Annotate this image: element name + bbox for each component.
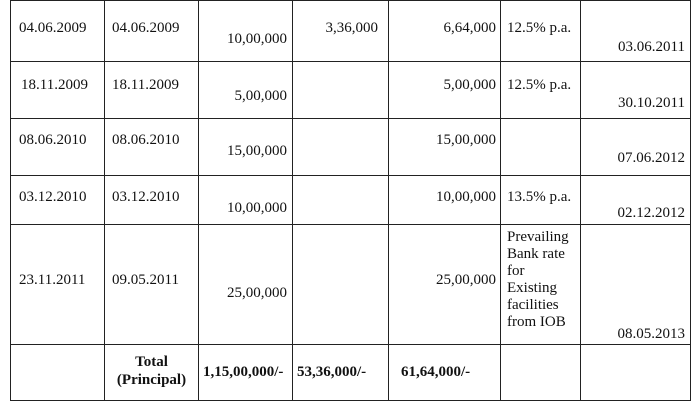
amount-cell: 10,00,000: [199, 176, 293, 225]
table-row: [11, 1, 691, 62]
due-date-cell: 07.06.2012: [581, 119, 691, 176]
repaid-cell: [293, 225, 389, 345]
total-balance-cell: 61,64,000/-: [389, 345, 501, 401]
empty-cell: [501, 345, 581, 401]
rate-cell: 12.5% p.a.: [501, 1, 581, 62]
date-cell: 04.06.2009: [11, 1, 105, 62]
total-label: Total: [135, 354, 168, 370]
repaid-cell: [293, 176, 389, 225]
balance-cell: 25,00,000: [389, 225, 501, 345]
table-row: [11, 225, 691, 345]
date-cell: 23.11.2011: [11, 225, 105, 345]
date-cell: 03.12.2010: [105, 176, 199, 225]
amount-cell: 15,00,000: [199, 119, 293, 176]
rate-note: Prevailing Bank rate for Existing facilities from IOB: [507, 229, 569, 330]
amount-cell: 25,00,000: [199, 225, 293, 345]
empty-cell: [11, 345, 105, 401]
total-repaid-cell: 53,36,000/-: [293, 345, 389, 401]
due-date-cell: 30.10.2011: [581, 62, 691, 119]
date-cell: 03.12.2010: [11, 176, 105, 225]
balance-cell: 15,00,000: [389, 119, 501, 176]
table-row: [11, 62, 691, 119]
total-label-cell: [105, 345, 199, 401]
date-cell: 18.11.2009: [11, 62, 105, 119]
empty-cell: [581, 345, 691, 401]
due-date-cell: 02.12.2012: [581, 176, 691, 225]
date-cell: 04.06.2009: [105, 1, 199, 62]
due-date-cell: 03.06.2011: [581, 1, 691, 62]
rate-cell: [501, 119, 581, 176]
loan-table: [10, 0, 691, 401]
date-cell: 08.06.2010: [105, 119, 199, 176]
repaid-cell: 3,36,000: [293, 1, 389, 62]
balance-cell: 5,00,000: [389, 62, 501, 119]
repaid-cell: [293, 62, 389, 119]
due-date-cell: 08.05.2013: [581, 225, 691, 345]
balance-cell: 10,00,000: [389, 176, 501, 225]
total-sublabel: (Principal): [116, 372, 187, 388]
total-row: [11, 345, 691, 401]
rate-cell: 13.5% p.a.: [501, 176, 581, 225]
rate-cell: 12.5% p.a.: [501, 62, 581, 119]
date-cell: 08.06.2010: [11, 119, 105, 176]
total-amount-cell: 1,15,00,000/-: [199, 345, 293, 401]
table-row: [11, 176, 691, 225]
date-cell: 09.05.2011: [105, 225, 199, 345]
date-cell: 18.11.2009: [105, 62, 199, 119]
balance-cell: 6,64,000: [389, 1, 501, 62]
table-row: [11, 119, 691, 176]
repaid-cell: [293, 119, 389, 176]
rate-cell: [501, 225, 581, 345]
amount-cell: 5,00,000: [199, 62, 293, 119]
amount-cell: 10,00,000: [199, 1, 293, 62]
